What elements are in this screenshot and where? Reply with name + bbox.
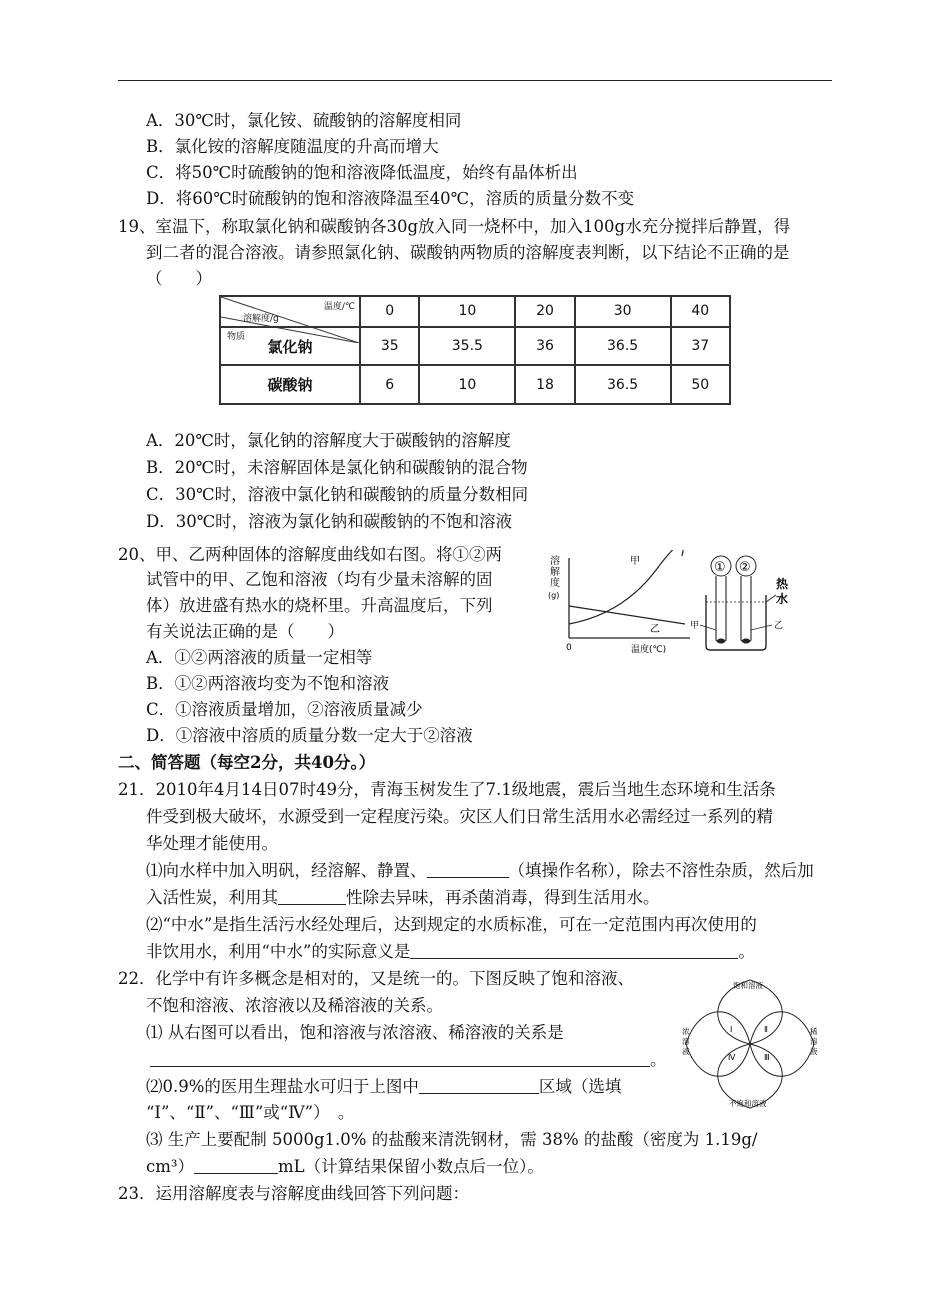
q18-option-b: B．氯化铵的溶解度随温度的升高而增大	[146, 137, 439, 156]
label-dilute-1: 稀	[810, 1027, 818, 1036]
q21-blank-property[interactable]	[278, 888, 346, 905]
label-unsaturated: 不饱和溶液	[729, 1099, 767, 1108]
temp-cell: 40	[671, 296, 731, 327]
q22-part2-text-b: 区域（选填	[538, 1077, 622, 1096]
value-cell: 36.5	[575, 365, 671, 404]
q22-part2-text-a: ⑵0.9%的医用生理盐水可归于上图中	[146, 1077, 419, 1096]
q20-solubility-graph	[538, 550, 700, 658]
curve-b-label: 乙	[650, 624, 660, 635]
label-b-pointer	[751, 625, 772, 630]
q22-part2-line2: “Ⅰ”、“Ⅱ”、“Ⅲ”或“Ⅳ”） 。	[146, 1103, 355, 1122]
hot-water-label-2: 水	[776, 592, 789, 606]
q22-part3-line1: ⑶ 生产上要配制 5000g1.0% 的盐酸来清洗钢材，需 38% 的盐酸（密度为 1.19g/	[146, 1130, 758, 1149]
q21-part1-text-c: 入活性炭，利用其	[146, 888, 278, 907]
header-rule	[118, 80, 832, 81]
q22-part2-line1	[146, 1074, 621, 1100]
q21-part1-text-b: （填操作名称），除去不溶性杂质，然后加	[508, 861, 814, 880]
tube1-solid	[717, 639, 725, 644]
temp-cell: 0	[360, 296, 419, 327]
header-solubility: 溶解度/g	[243, 314, 279, 324]
q18-option-c: C．将50℃时硫酸钠的饱和溶液降低温度，始终有晶体析出	[146, 163, 578, 182]
q22-solution-diagram	[678, 972, 822, 1120]
tube1-label: ①	[714, 560, 726, 575]
tube2-label: ②	[739, 560, 751, 575]
y-label-1: 溶	[550, 556, 560, 567]
q21-part1-text-d: 性除去异味，再杀菌消毒，得到生活用水。	[346, 888, 660, 907]
q21-stem-line1: 21．2010年4月14日07时49分，青海玉树发生了7.1级地震，震后当地生态环境和生活条	[118, 780, 776, 799]
value-cell: 18	[515, 365, 574, 404]
q22-part3-line2	[146, 1154, 544, 1180]
q20-stem-line4: 有关说法正确的是（ ）	[146, 622, 344, 641]
q19-option-c: C．30℃时，溶液中氯化钠和碳酸钠的质量分数相同	[146, 485, 529, 504]
q22-part3-text-c: mL（计算结果保留小数点后一位）。	[278, 1157, 544, 1176]
region-2: Ⅱ	[764, 1025, 768, 1034]
section2-title: 二、简答题（每空2分，共40分。）	[118, 753, 376, 772]
tube1	[716, 576, 726, 643]
value-cell: 10	[419, 365, 515, 404]
table-header-diagonal	[220, 296, 360, 342]
region-3: Ⅲ	[764, 1053, 770, 1062]
q21-blank-meaning[interactable]	[410, 942, 738, 959]
q22-stem-line1: 22．化学中有许多概念是相对的，又是统一的。下图反映了饱和溶液、	[118, 969, 634, 988]
label-saturated: 饱和溶液	[733, 981, 763, 990]
q21-stem-line3: 华处理才能使用。	[146, 834, 278, 853]
q23-stem: 23．运用溶解度表与溶解度曲线回答下列问题：	[118, 1184, 469, 1203]
q21-part2-line2	[146, 939, 755, 965]
temp-cell: 30	[575, 296, 671, 327]
q21-part1-text-a: ⑴向水样中加入明矾，经溶解、静置、	[146, 861, 427, 880]
y-label-3: 度	[550, 578, 560, 589]
label-concentrated-1: 浓	[682, 1027, 690, 1036]
q20-stem-line1: 20、甲、乙两种固体的溶解度曲线如右图。将①②两	[118, 545, 502, 564]
label-dilute-2: 溶	[810, 1037, 818, 1046]
region-4: Ⅳ	[728, 1053, 736, 1062]
value-cell: 36.5	[575, 327, 671, 366]
label-concentrated-3: 液	[682, 1047, 690, 1056]
solubility-table	[219, 295, 731, 405]
q22-part1-line2	[150, 1047, 667, 1073]
table-row	[220, 365, 730, 404]
q22-blank-relation[interactable]	[150, 1050, 650, 1067]
value-cell: 37	[671, 327, 731, 366]
curve-b	[569, 606, 685, 624]
value-cell: 36	[515, 327, 574, 366]
q21-part2-text-b: 非饮用水，利用“中水”的实际意义是	[146, 942, 411, 961]
value-cell: 35.5	[419, 327, 515, 366]
value-cell: 50	[671, 365, 731, 404]
q21-stem-line2: 件受到极大破坏，水源受到一定程度污染。灾区人们日常生活用水必需经过一系列的精	[146, 807, 773, 826]
x-label: 温度(℃)	[631, 645, 667, 655]
q22-part3-text-b: cm³）	[146, 1157, 195, 1176]
q20-option-c: C．①溶液质量增加，②溶液质量减少	[146, 700, 423, 719]
q20-stem-line3: 体）放进盛有热水的烧杯里。升高温度后，下列	[146, 596, 493, 615]
q19-stem-line1: 19、室温下，称取氯化钠和碳酸钠各30g放入同一烧杯中，加入100g水充分搅拌后静置，得	[118, 217, 791, 236]
row-name: 碳酸钠	[220, 365, 360, 404]
label-dilute-3: 液	[810, 1047, 818, 1056]
q19-option-a: A．20℃时，氯化钠的溶解度大于碳酸钠的溶解度	[146, 431, 511, 450]
curve-a	[569, 550, 683, 624]
tube2-solid	[742, 639, 750, 644]
q21-blank-operation[interactable]	[427, 861, 509, 878]
q19-stem-line3: （ ）	[146, 269, 212, 288]
row-name: 氯化钠	[220, 327, 360, 366]
q21-part2-line1: ⑵“中水”是指生活污水经处理后，达到规定的水质标准，可在一定范围内再次使用的	[146, 915, 757, 934]
label-a-pointer	[700, 625, 716, 630]
value-cell: 35	[360, 327, 419, 366]
q22-blank-region[interactable]	[419, 1077, 539, 1094]
q19-stem-line2: 到二者的混合溶液。请参照氯化钠、碳酸钠两物质的溶解度表判断，以下结论不正确的是	[146, 243, 790, 262]
origin-label: 0	[566, 643, 572, 653]
q22-part1-line1: ⑴ 从右图可以看出，饱和溶液与浓溶液、稀溶液的关系是	[146, 1023, 564, 1042]
q21-part1-line2	[146, 885, 660, 911]
region-1: Ⅰ	[730, 1025, 733, 1034]
curve-a-label: 甲	[630, 556, 640, 567]
beaker-label-b: 乙	[774, 621, 784, 631]
q20-stem-line2: 试管中的甲、乙饱和溶液（均有少量未溶解的固	[146, 570, 493, 589]
header-temp: 温度/℃	[323, 302, 355, 312]
header-substance: 物质	[227, 332, 246, 342]
q20-option-a: A．①②两溶液的质量一定相等	[146, 648, 373, 667]
q21-part1-line1	[146, 858, 814, 884]
beaker-label-a: 甲	[690, 621, 700, 631]
q21-part2-text-c: 。	[738, 942, 755, 961]
value-cell: 6	[360, 365, 419, 404]
hot-water-label-1: 热	[776, 577, 789, 591]
q20-beaker-diagram	[688, 550, 804, 658]
q20-option-b: B．①②两溶液均变为不饱和溶液	[146, 674, 390, 693]
q18-option-a: A．30℃时，氯化铵、硫酸钠的溶解度相同	[146, 111, 462, 130]
temp-cell: 20	[515, 296, 574, 327]
petal-left	[686, 1012, 750, 1077]
temp-cell: 10	[419, 296, 515, 327]
q18-option-d: D．将60℃时硫酸钠的饱和溶液降温至40℃，溶质的质量分数不变	[146, 189, 635, 208]
q22-stem-line2: 不饱和溶液、浓溶液以及稀溶液的关系。	[146, 996, 443, 1015]
q20-option-d: D．①溶液中溶质的质量分数一定大于②溶液	[146, 726, 473, 745]
beaker	[706, 595, 766, 650]
y-label-unit: (g)	[548, 591, 560, 600]
y-label-2: 解	[550, 567, 560, 578]
q19-option-b: B．20℃时，未溶解固体是氯化钠和碳酸钠的混合物	[146, 458, 528, 477]
tube2	[741, 576, 751, 643]
label-concentrated-2: 溶	[682, 1037, 690, 1046]
q22-blank-volume[interactable]	[194, 1157, 278, 1174]
petal-right	[750, 1012, 814, 1077]
hot-water-pointer	[766, 595, 776, 602]
q19-option-d: D．30℃时，溶液为氯化钠和碳酸钠的不饱和溶液	[146, 512, 513, 531]
q22-part1-end: 。	[650, 1050, 667, 1069]
